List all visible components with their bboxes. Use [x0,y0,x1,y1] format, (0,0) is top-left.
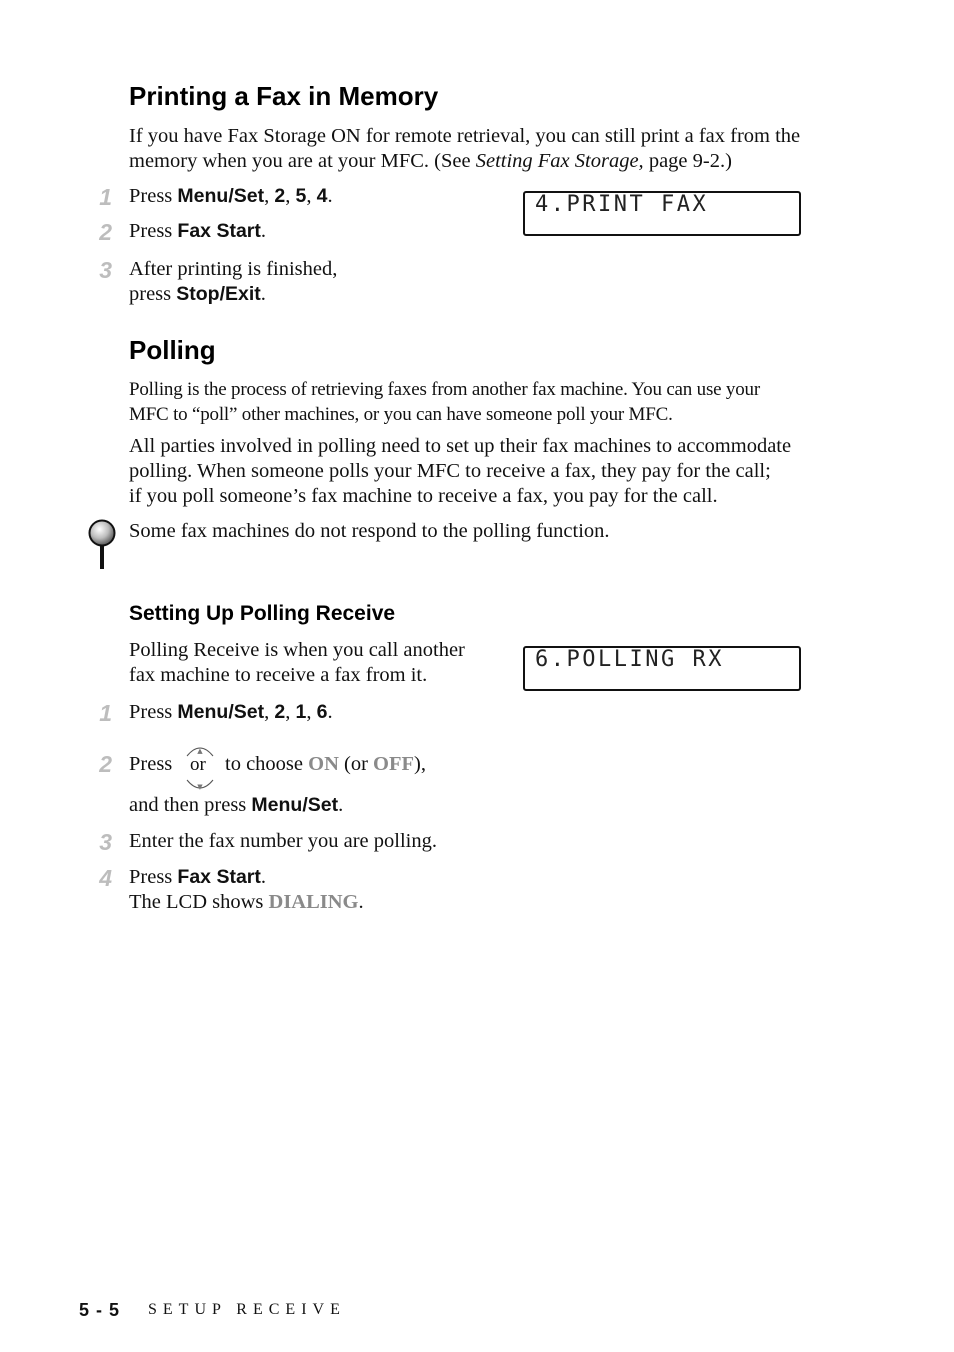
step-2-then: and then press Menu/Set. [129,794,344,816]
chapter-title: SETUP RECEIVE [148,1301,346,1318]
step-3-text: Enter the fax number you are polling. [129,830,437,852]
step-4-text: Press Fax Start. The LCD shows DIALING. [129,866,364,913]
step-1-text: Press Menu/Set, 2, 5, 4. [129,185,333,207]
page-number: 5 - 5 [79,1300,121,1320]
polling-explanation: All parties involved in polling need to set up their fax machines to accommodate polling. When someone polls your MFC to receive a fax, they pay for the call; if you poll someone’s fax machine to receive a fax, you pay for the call. [129,435,792,507]
section-title-polling-receive: Setting Up Polling Receive [129,602,396,625]
step-number: 1 [99,184,112,210]
svg-text:▲: ▲ [197,747,203,755]
polling-note: Some fax machines do not respond to the polling function. [129,520,610,542]
polling-definition: Polling is the process of retrieving faxes from another fax machine. You can use your MFC to “poll” other machines, or you can have someone poll your MFC. [129,379,760,425]
section-title-polling: Polling [129,335,216,365]
step-number: 2 [99,751,112,777]
step-1-text: Press Menu/Set, 2, 1, 6. [129,701,333,723]
print-fax-intro: If you have Fax Storage ON for remote retrieval, you can still print a fax from the memory when you are at your MFC. (See Setting Fax Storage, page 9-2.) [129,125,801,172]
step-number: 2 [99,219,112,245]
or-label: or [190,754,206,775]
section-title-print-fax: Printing a Fax in Memory [129,81,439,111]
svg-text:▼: ▼ [197,783,203,791]
step-3-text: After printing is finished, press Stop/Exit. [129,258,338,305]
lcd-display-polling-rx: 6.POLLING RX [523,646,801,691]
polling-receive-intro: Polling Receive is when you call another fax machine to receive a fax from it. [129,639,465,686]
step-number: 3 [99,257,112,283]
navigation-keys-icon [183,743,217,793]
step-2-press: Press [129,753,173,775]
step-number: 1 [99,700,112,726]
step-number: 4 [99,865,112,891]
lcd-display-print-fax: 4.PRINT FAX [523,191,801,236]
step-2-choose: to choose ON (or OFF), [225,753,426,775]
note-pin-icon [87,518,119,572]
step-2-text: Press Fax Start. [129,220,266,242]
step-number: 3 [99,829,112,855]
